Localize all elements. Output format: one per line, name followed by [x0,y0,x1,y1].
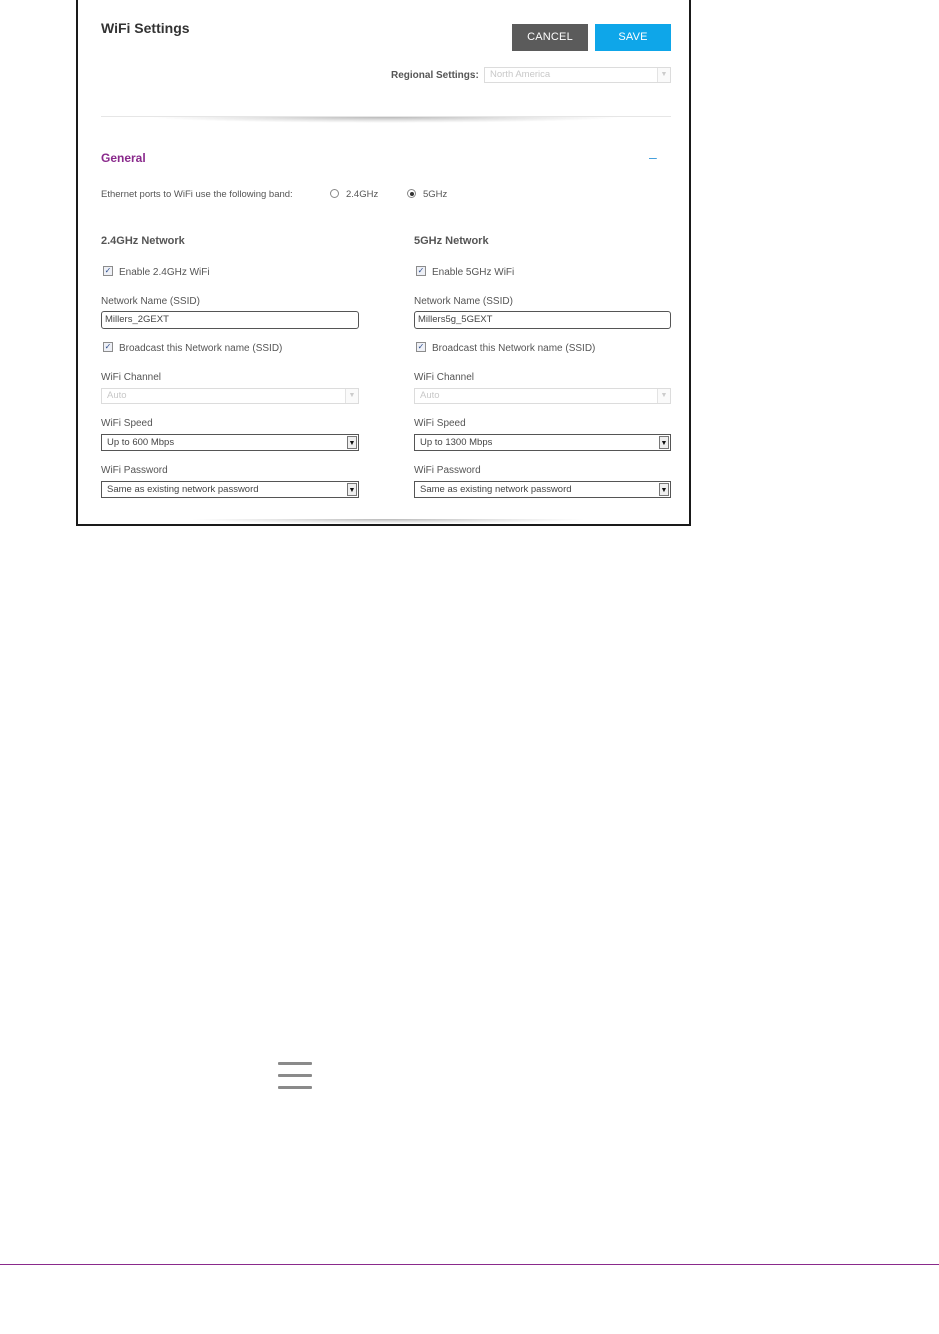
speed-5ghz-select[interactable] [414,434,671,451]
bottom-shadow [188,519,588,524]
regional-settings-value: North America [490,69,551,80]
broadcast-5ghz-label: Broadcast this Network name (SSID) [432,343,596,354]
chevron-down-icon: ▼ [657,389,670,403]
password-5ghz-value: Same as existing network password [420,484,572,495]
save-button[interactable]: SAVE [595,24,671,51]
speed-5ghz-value: Up to 1300 Mbps [420,437,493,448]
page-title: WiFi Settings [101,20,190,36]
band-prompt: Ethernet ports to WiFi use the following band: [101,189,293,200]
ssid-5ghz-input[interactable]: Millers5g_5GEXT [414,311,671,329]
chevron-down-icon: ▼ [659,436,669,449]
channel-24ghz-select [101,388,359,404]
network-24ghz-title: 2.4GHz Network [101,235,185,247]
channel-24ghz-label: WiFi Channel [101,372,162,383]
enable-24ghz-checkbox[interactable] [103,266,113,276]
chevron-down-icon: ▼ [347,436,357,449]
password-24ghz-select[interactable] [101,481,359,498]
cancel-button[interactable]: CANCEL [512,24,588,51]
checkmark-icon: ✓ [104,266,112,275]
regional-settings-select [484,67,671,83]
channel-24ghz-value: Auto [107,390,127,401]
broadcast-24ghz-checkbox[interactable] [103,342,113,352]
channel-5ghz-label: WiFi Channel [414,372,475,383]
ssid-24ghz-input[interactable]: Millers_2GEXT [101,311,359,329]
speed-24ghz-value: Up to 600 Mbps [107,437,175,448]
network-5ghz-title: 5GHz Network [414,235,489,247]
footer-divider [0,1264,939,1265]
checkmark-icon: ✓ [417,266,425,275]
chevron-down-icon: ▼ [657,68,670,82]
section-title-general: General [101,151,146,165]
chevron-down-icon: ▼ [347,483,357,496]
band-radio-2-4ghz[interactable] [330,189,339,198]
enable-5ghz-label: Enable 5GHz WiFi [432,267,515,278]
hamburger-menu-icon [278,1062,312,1090]
chevron-down-icon: ▼ [659,483,669,496]
password-5ghz-select[interactable] [414,481,671,498]
band-radio-5ghz[interactable] [407,189,416,198]
band-radio-5ghz-label: 5GHz [423,189,448,200]
enable-5ghz-checkbox[interactable] [416,266,426,276]
speed-24ghz-select[interactable] [101,434,359,451]
channel-5ghz-value: Auto [420,390,440,401]
collapse-icon[interactable]: – [649,149,657,165]
wifi-settings-panel [76,0,691,526]
chevron-down-icon: ▼ [345,389,358,403]
password-24ghz-label: WiFi Password [101,465,168,476]
channel-5ghz-select [414,388,671,404]
broadcast-5ghz-checkbox[interactable] [416,342,426,352]
header-divider-shadow [148,117,623,123]
speed-24ghz-label: WiFi Speed [101,418,153,429]
band-radio-2-4ghz-label: 2.4GHz [346,189,379,200]
password-24ghz-value: Same as existing network password [107,484,259,495]
checkmark-icon: ✓ [417,342,425,351]
speed-5ghz-label: WiFi Speed [414,418,466,429]
regional-settings-label: Regional Settings: [391,70,479,81]
broadcast-24ghz-label: Broadcast this Network name (SSID) [119,343,283,354]
ssid-24ghz-label: Network Name (SSID) [101,296,200,307]
enable-24ghz-label: Enable 2.4GHz WiFi [119,267,210,278]
checkmark-icon: ✓ [104,342,112,351]
password-5ghz-label: WiFi Password [414,465,481,476]
ssid-5ghz-label: Network Name (SSID) [414,296,513,307]
